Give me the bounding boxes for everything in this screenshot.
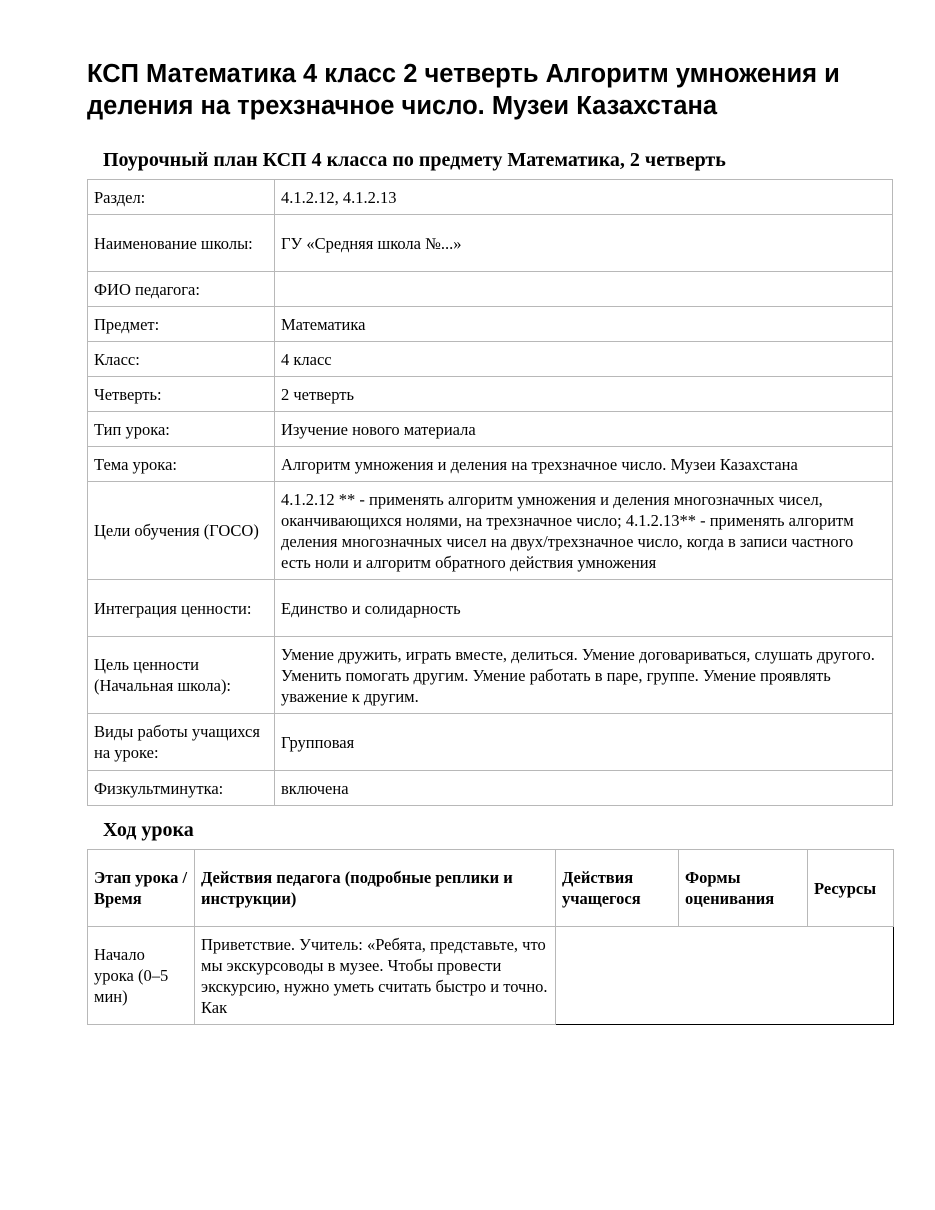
empty-merged-cell [556, 927, 894, 1025]
info-row-values-integration [88, 580, 893, 637]
info-label: Четверть: [88, 377, 275, 412]
info-value: Умение дружить, играть вместе, делиться. Умение договариваться, слушать другого. Уменить помогать другим. Умение работать в паре, группе. Умение проявлять уважение к другим. [275, 637, 893, 714]
info-row-value-goal [88, 637, 893, 714]
lesson-flow-heading: Ход урока [103, 819, 194, 841]
info-row-learning-goals [88, 482, 893, 580]
table-row [88, 927, 894, 1025]
column-header-teacher-actions: Действия педагога (подробные реплики и инструкции) [195, 850, 556, 927]
info-row-lesson-type [88, 412, 893, 447]
info-value [275, 272, 893, 307]
info-row-teacher [88, 272, 893, 307]
info-value: Алгоритм умножения и деления на трехзначное число. Музеи Казахстана [275, 447, 893, 482]
stage-cell: Начало урока (0–5 мин) [88, 927, 195, 1025]
info-row-section [88, 180, 893, 215]
info-row-subject [88, 307, 893, 342]
info-value: 4.1.2.12, 4.1.2.13 [275, 180, 893, 215]
column-header-student-actions: Действия учащегося [556, 850, 679, 927]
lesson-table-header-row [88, 850, 894, 927]
info-value: Единство и солидарность [275, 580, 893, 637]
info-label: Физкультминутка: [88, 771, 275, 806]
info-label: Наименование школы: [88, 215, 275, 272]
info-row-school [88, 215, 893, 272]
info-value: 4 класс [275, 342, 893, 377]
info-label: ФИО педагога: [88, 272, 275, 307]
info-value: ГУ «Средняя школа №...» [275, 215, 893, 272]
info-value: Изучение нового материала [275, 412, 893, 447]
lesson-flow-table [87, 849, 894, 1025]
info-row-quarter [88, 377, 893, 412]
info-row-grade [88, 342, 893, 377]
info-label: Цели обучения (ГОСО) [88, 482, 275, 580]
info-label: Виды работы учащихся на уроке: [88, 714, 275, 771]
info-value: 2 четверть [275, 377, 893, 412]
info-label: Тема урока: [88, 447, 275, 482]
info-label: Класс: [88, 342, 275, 377]
info-value: включена [275, 771, 893, 806]
info-label: Интеграция ценности: [88, 580, 275, 637]
lesson-info-table [87, 179, 893, 806]
info-row-topic [88, 447, 893, 482]
plan-heading: Поурочный план КСП 4 класса по предмету Математика, 2 четверть [103, 149, 726, 171]
info-row-work-types [88, 714, 893, 771]
column-header-assessment: Формы оценивания [679, 850, 808, 927]
teacher-actions-cell: Приветствие. Учитель: «Ребята, представьте, что мы экскурсоводы в музее. Чтобы провести экскурсию, нужно уметь считать быстро и точно. Как [195, 927, 556, 1025]
info-label: Тип урока: [88, 412, 275, 447]
info-value: Математика [275, 307, 893, 342]
info-label: Предмет: [88, 307, 275, 342]
document-title: КСП Математика 4 класс 2 четверть Алгоритм умножения и деления на трехзначное число. Музеи Казахстана [87, 60, 840, 120]
column-header-stage: Этап урока / Время [88, 850, 195, 927]
info-row-physical-break [88, 771, 893, 806]
info-label: Цель ценности (Начальная школа): [88, 637, 275, 714]
info-value: 4.1.2.12 ** - применять алгоритм умножения и деления многозначных чисел, оканчивающихся нолями, на трехзначное число; 4.1.2.13** - применять алгоритм деления многозначных чисел на двух/трехзначное число, когда в записи частного есть ноли и алгоритм обратного действия умножения [275, 482, 893, 580]
column-header-resources: Ресурсы [808, 850, 894, 927]
info-value: Групповая [275, 714, 893, 771]
info-label: Раздел: [88, 180, 275, 215]
